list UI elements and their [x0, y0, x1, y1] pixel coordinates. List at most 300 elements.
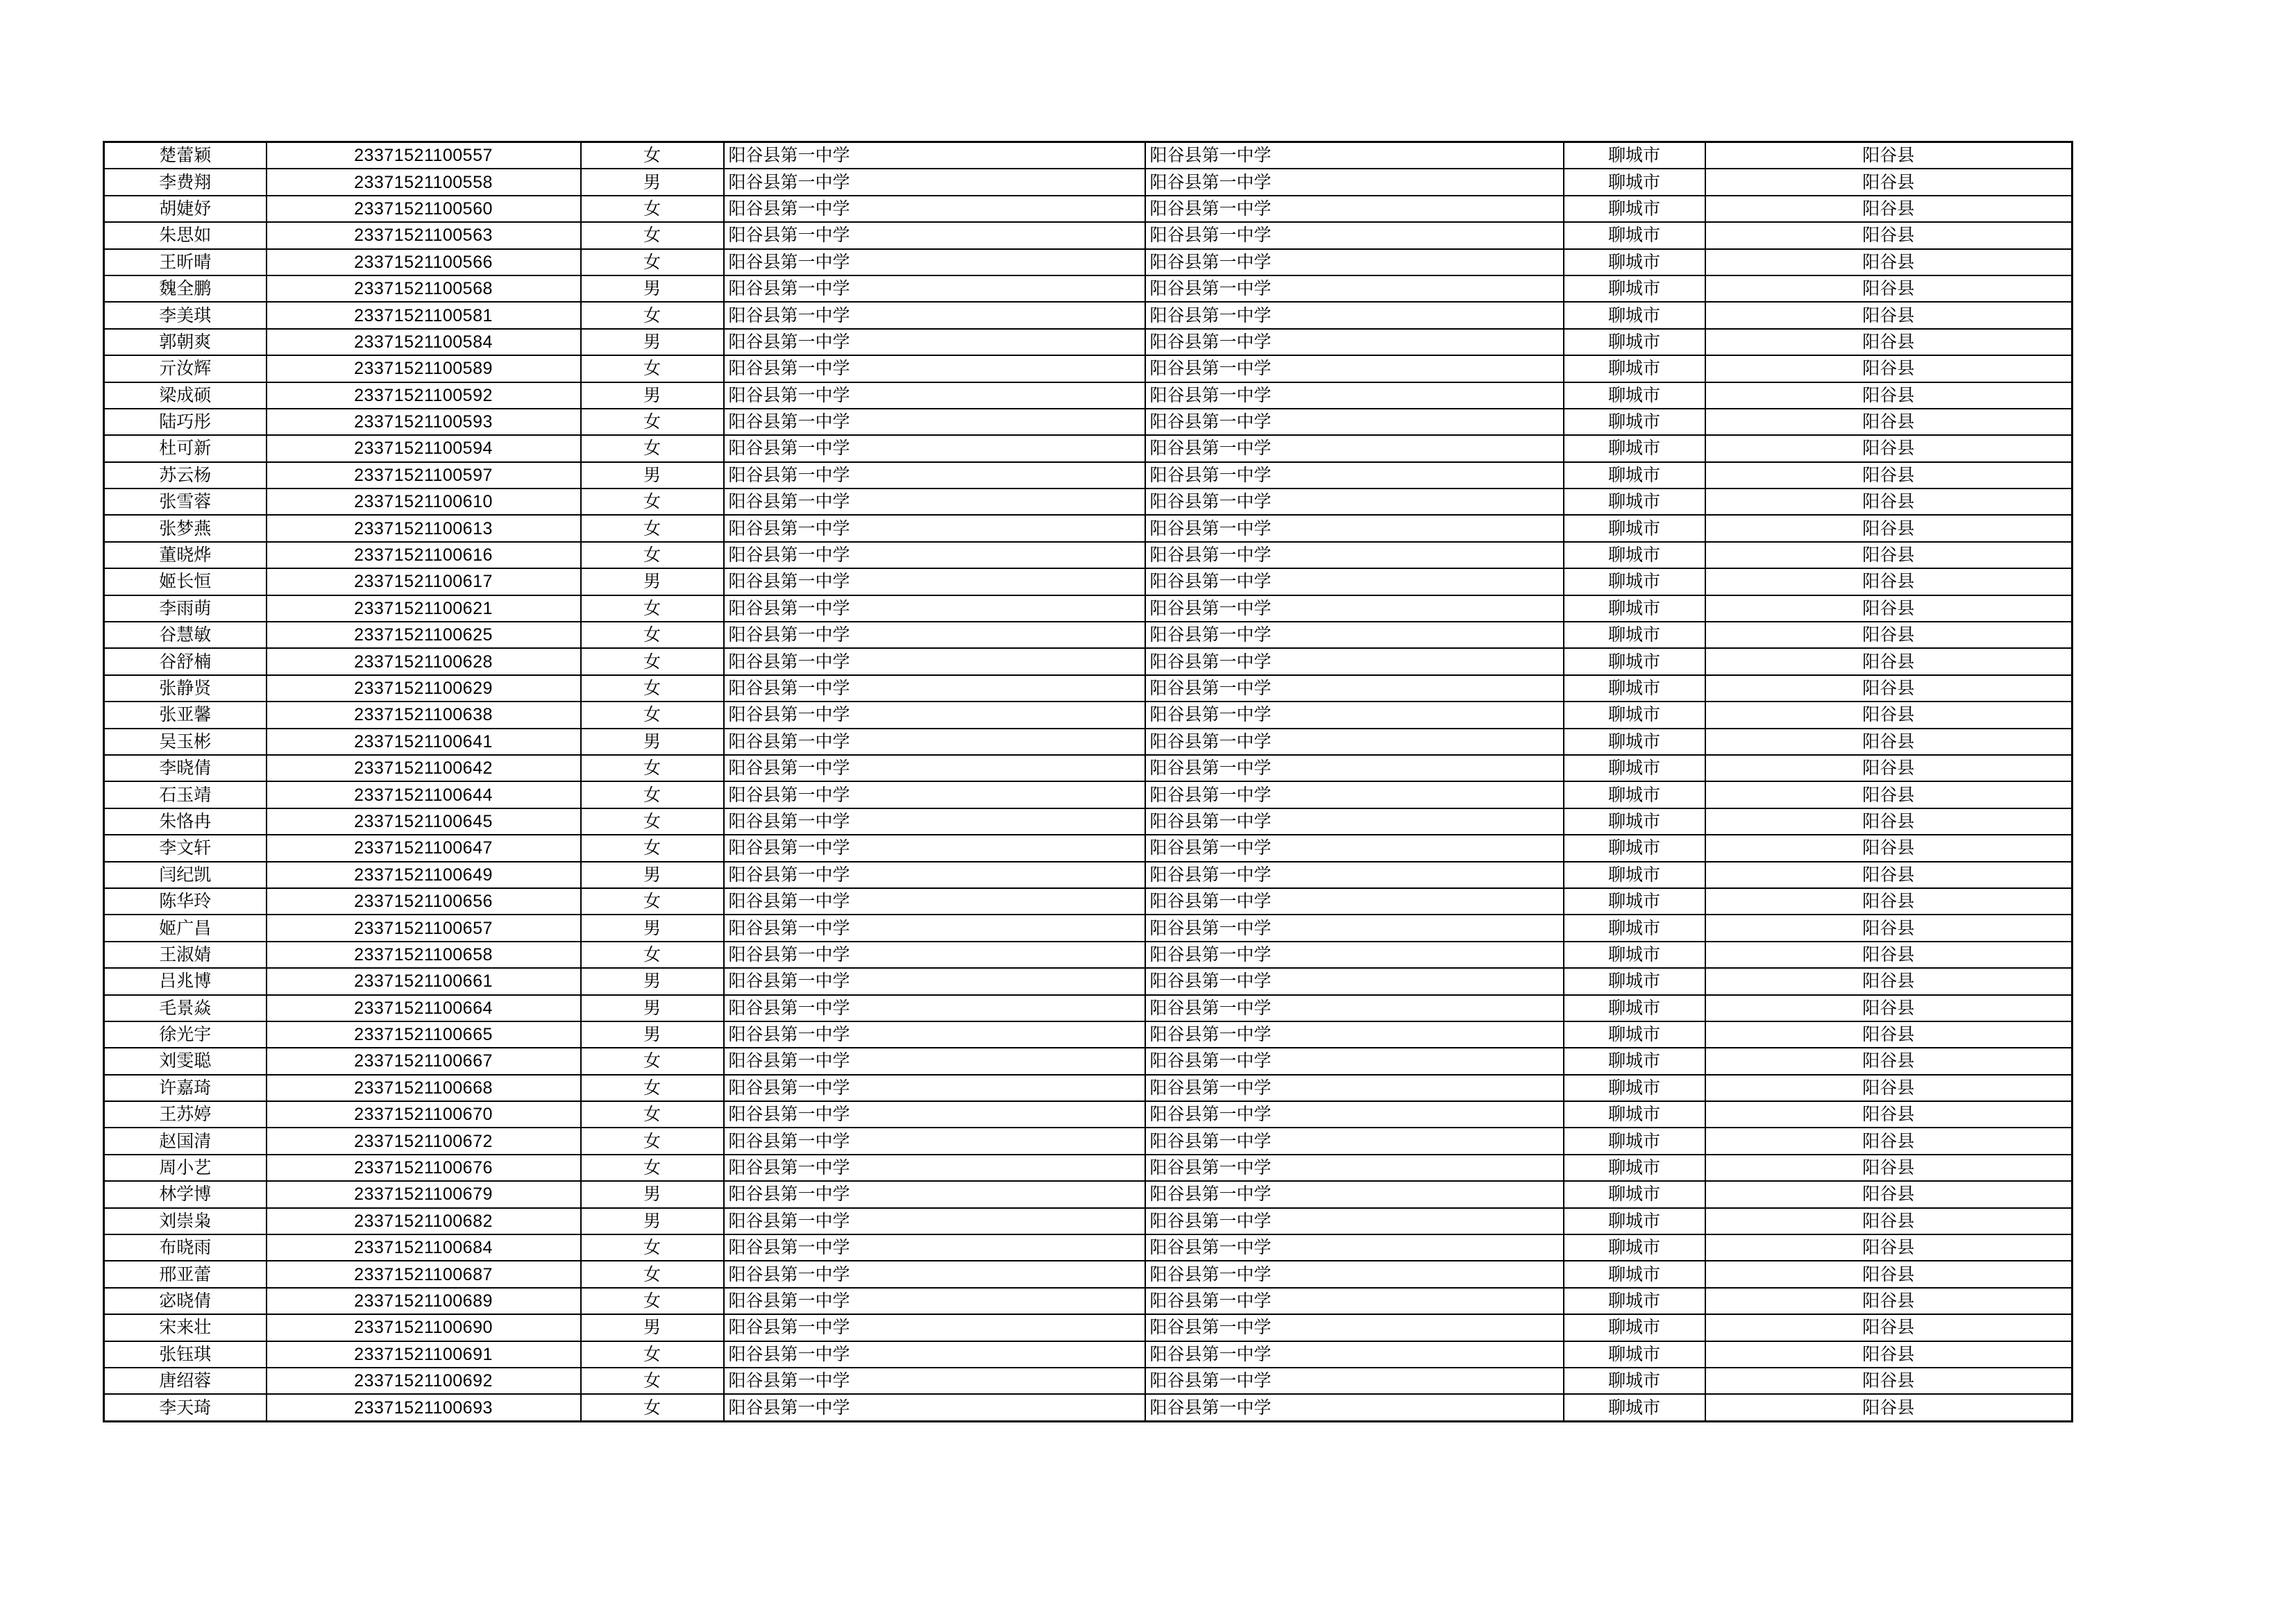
cell-name: 亓汝辉	[104, 355, 267, 382]
cell-gender: 女	[581, 1155, 724, 1181]
cell-county: 阳谷县	[1705, 1181, 2073, 1207]
cell-county: 阳谷县	[1705, 1048, 2073, 1074]
cell-school: 阳谷县第一中学	[724, 515, 1145, 541]
table-row	[104, 995, 2073, 1021]
cell-county: 阳谷县	[1705, 648, 2073, 674]
cell-city: 聊城市	[1564, 568, 1705, 595]
cell-exam-id: 23371521100693	[267, 1394, 581, 1421]
cell-city: 聊城市	[1564, 1314, 1705, 1341]
cell-school: 阳谷县第一中学	[724, 1181, 1145, 1207]
cell-school: 阳谷县第一中学	[724, 409, 1145, 435]
cell-county: 阳谷县	[1705, 835, 2073, 861]
cell-county: 阳谷县	[1705, 1128, 2073, 1154]
cell-school: 阳谷县第一中学	[724, 755, 1145, 781]
cell-name: 谷舒楠	[104, 648, 267, 674]
cell-school-2: 阳谷县第一中学	[1145, 542, 1564, 568]
cell-school: 阳谷县第一中学	[724, 942, 1145, 968]
cell-gender: 男	[581, 462, 724, 488]
cell-county: 阳谷县	[1705, 169, 2073, 195]
cell-gender: 女	[581, 888, 724, 915]
table-row	[104, 1181, 2073, 1207]
cell-name: 李文轩	[104, 835, 267, 861]
cell-city: 聊城市	[1564, 1048, 1705, 1074]
cell-gender: 女	[581, 355, 724, 382]
cell-school: 阳谷县第一中学	[724, 435, 1145, 461]
cell-name: 闫纪凯	[104, 862, 267, 888]
table-row	[104, 435, 2073, 461]
cell-county: 阳谷县	[1705, 595, 2073, 622]
cell-gender: 女	[581, 196, 724, 222]
cell-gender: 男	[581, 169, 724, 195]
cell-exam-id: 23371521100593	[267, 409, 581, 435]
cell-school-2: 阳谷县第一中学	[1145, 382, 1564, 409]
table-row	[104, 1101, 2073, 1128]
cell-name: 赵国清	[104, 1128, 267, 1154]
cell-name: 王苏婷	[104, 1101, 267, 1128]
cell-city: 聊城市	[1564, 835, 1705, 861]
cell-name: 李美琪	[104, 302, 267, 328]
cell-gender: 男	[581, 382, 724, 409]
cell-gender: 女	[581, 1075, 724, 1101]
table-row	[104, 781, 2073, 808]
cell-school-2: 阳谷县第一中学	[1145, 942, 1564, 968]
cell-school: 阳谷县第一中学	[724, 1394, 1145, 1421]
cell-school: 阳谷县第一中学	[724, 729, 1145, 755]
cell-county: 阳谷县	[1705, 329, 2073, 355]
cell-name: 张梦燕	[104, 515, 267, 541]
cell-school: 阳谷县第一中学	[724, 648, 1145, 674]
cell-gender: 女	[581, 542, 724, 568]
table-row	[104, 568, 2073, 595]
table-row	[104, 1155, 2073, 1181]
table-row	[104, 595, 2073, 622]
cell-city: 聊城市	[1564, 329, 1705, 355]
cell-exam-id: 23371521100638	[267, 702, 581, 728]
cell-school-2: 阳谷县第一中学	[1145, 169, 1564, 195]
table-row	[104, 1208, 2073, 1234]
cell-county: 阳谷县	[1705, 702, 2073, 728]
cell-exam-id: 23371521100617	[267, 568, 581, 595]
table-row	[104, 835, 2073, 861]
cell-city: 聊城市	[1564, 808, 1705, 835]
cell-gender: 男	[581, 1314, 724, 1341]
cell-gender: 男	[581, 1021, 724, 1048]
cell-school: 阳谷县第一中学	[724, 995, 1145, 1021]
cell-school: 阳谷县第一中学	[724, 1341, 1145, 1368]
cell-county: 阳谷县	[1705, 862, 2073, 888]
cell-gender: 女	[581, 755, 724, 781]
cell-school: 阳谷县第一中学	[724, 1261, 1145, 1287]
table-row	[104, 409, 2073, 435]
cell-county: 阳谷县	[1705, 275, 2073, 302]
cell-name: 张雪蓉	[104, 488, 267, 515]
table-row	[104, 1021, 2073, 1048]
cell-city: 聊城市	[1564, 1021, 1705, 1048]
cell-name: 吴玉彬	[104, 729, 267, 755]
cell-exam-id: 23371521100644	[267, 781, 581, 808]
cell-school: 阳谷县第一中学	[724, 355, 1145, 382]
cell-exam-id: 23371521100682	[267, 1208, 581, 1234]
table-row	[104, 462, 2073, 488]
cell-name: 胡婕妤	[104, 196, 267, 222]
cell-name: 王淑婧	[104, 942, 267, 968]
cell-name: 张静贤	[104, 675, 267, 702]
cell-gender: 女	[581, 1341, 724, 1368]
cell-school-2: 阳谷县第一中学	[1145, 648, 1564, 674]
cell-school-2: 阳谷县第一中学	[1145, 515, 1564, 541]
table-row	[104, 1075, 2073, 1101]
cell-exam-id: 23371521100621	[267, 595, 581, 622]
cell-county: 阳谷县	[1705, 1075, 2073, 1101]
cell-exam-id: 23371521100581	[267, 302, 581, 328]
cell-city: 聊城市	[1564, 222, 1705, 248]
cell-city: 聊城市	[1564, 275, 1705, 302]
cell-name: 姬广昌	[104, 915, 267, 941]
cell-county: 阳谷县	[1705, 249, 2073, 275]
cell-gender: 女	[581, 1288, 724, 1314]
cell-school-2: 阳谷县第一中学	[1145, 568, 1564, 595]
cell-city: 聊城市	[1564, 1075, 1705, 1101]
cell-exam-id: 23371521100676	[267, 1155, 581, 1181]
cell-county: 阳谷县	[1705, 355, 2073, 382]
cell-school: 阳谷县第一中学	[724, 1101, 1145, 1128]
cell-city: 聊城市	[1564, 462, 1705, 488]
cell-name: 郭朝爽	[104, 329, 267, 355]
cell-exam-id: 23371521100642	[267, 755, 581, 781]
cell-county: 阳谷县	[1705, 1021, 2073, 1048]
cell-exam-id: 23371521100568	[267, 275, 581, 302]
cell-school: 阳谷县第一中学	[724, 968, 1145, 994]
cell-county: 阳谷县	[1705, 488, 2073, 515]
cell-school: 阳谷县第一中学	[724, 1208, 1145, 1234]
cell-city: 聊城市	[1564, 196, 1705, 222]
cell-city: 聊城市	[1564, 382, 1705, 409]
cell-city: 聊城市	[1564, 488, 1705, 515]
table-row	[104, 382, 2073, 409]
cell-gender: 女	[581, 409, 724, 435]
cell-gender: 女	[581, 1261, 724, 1287]
cell-school-2: 阳谷县第一中学	[1145, 409, 1564, 435]
cell-school: 阳谷县第一中学	[724, 1234, 1145, 1261]
cell-name: 李费翔	[104, 169, 267, 195]
cell-exam-id: 23371521100692	[267, 1368, 581, 1394]
cell-city: 聊城市	[1564, 675, 1705, 702]
cell-name: 邢亚蕾	[104, 1261, 267, 1287]
cell-school-2: 阳谷县第一中学	[1145, 862, 1564, 888]
table-row	[104, 222, 2073, 248]
cell-gender: 女	[581, 835, 724, 861]
cell-school-2: 阳谷县第一中学	[1145, 888, 1564, 915]
cell-exam-id: 23371521100641	[267, 729, 581, 755]
cell-school-2: 阳谷县第一中学	[1145, 808, 1564, 835]
cell-county: 阳谷县	[1705, 968, 2073, 994]
cell-gender: 女	[581, 702, 724, 728]
cell-city: 聊城市	[1564, 729, 1705, 755]
cell-exam-id: 23371521100684	[267, 1234, 581, 1261]
cell-school-2: 阳谷县第一中学	[1145, 1234, 1564, 1261]
cell-county: 阳谷县	[1705, 915, 2073, 941]
table-row	[104, 329, 2073, 355]
cell-county: 阳谷县	[1705, 568, 2073, 595]
cell-exam-id: 23371521100647	[267, 835, 581, 861]
cell-county: 阳谷县	[1705, 196, 2073, 222]
cell-city: 聊城市	[1564, 409, 1705, 435]
cell-gender: 女	[581, 222, 724, 248]
cell-name: 吕兆博	[104, 968, 267, 994]
cell-name: 张钰琪	[104, 1341, 267, 1368]
cell-exam-id: 23371521100557	[267, 142, 581, 169]
cell-school-2: 阳谷县第一中学	[1145, 968, 1564, 994]
cell-school-2: 阳谷县第一中学	[1145, 835, 1564, 861]
cell-city: 聊城市	[1564, 915, 1705, 941]
cell-school-2: 阳谷县第一中学	[1145, 595, 1564, 622]
cell-school-2: 阳谷县第一中学	[1145, 702, 1564, 728]
table-row	[104, 1314, 2073, 1341]
table-row	[104, 862, 2073, 888]
cell-name: 徐光宇	[104, 1021, 267, 1048]
cell-school: 阳谷县第一中学	[724, 595, 1145, 622]
cell-school-2: 阳谷县第一中学	[1145, 1314, 1564, 1341]
cell-school: 阳谷县第一中学	[724, 275, 1145, 302]
cell-county: 阳谷县	[1705, 942, 2073, 968]
cell-city: 聊城市	[1564, 862, 1705, 888]
cell-gender: 女	[581, 1101, 724, 1128]
cell-school: 阳谷县第一中学	[724, 1048, 1145, 1074]
table-row	[104, 542, 2073, 568]
cell-gender: 男	[581, 1181, 724, 1207]
cell-name: 杜可新	[104, 435, 267, 461]
table-body	[104, 142, 2073, 1422]
cell-exam-id: 23371521100558	[267, 169, 581, 195]
table-row	[104, 1128, 2073, 1154]
cell-school-2: 阳谷县第一中学	[1145, 1288, 1564, 1314]
cell-city: 聊城市	[1564, 1208, 1705, 1234]
cell-gender: 男	[581, 329, 724, 355]
cell-city: 聊城市	[1564, 995, 1705, 1021]
cell-name: 苏云杨	[104, 462, 267, 488]
cell-county: 阳谷县	[1705, 995, 2073, 1021]
cell-city: 聊城市	[1564, 968, 1705, 994]
cell-county: 阳谷县	[1705, 462, 2073, 488]
cell-name: 梁成硕	[104, 382, 267, 409]
cell-school-2: 阳谷县第一中学	[1145, 622, 1564, 648]
table-row	[104, 648, 2073, 674]
cell-school-2: 阳谷县第一中学	[1145, 1101, 1564, 1128]
cell-school-2: 阳谷县第一中学	[1145, 1075, 1564, 1101]
cell-exam-id: 23371521100668	[267, 1075, 581, 1101]
cell-school: 阳谷县第一中学	[724, 169, 1145, 195]
cell-name: 张亚馨	[104, 702, 267, 728]
cell-exam-id: 23371521100584	[267, 329, 581, 355]
cell-exam-id: 23371521100672	[267, 1128, 581, 1154]
cell-gender: 女	[581, 622, 724, 648]
cell-county: 阳谷县	[1705, 515, 2073, 541]
cell-gender: 女	[581, 781, 724, 808]
cell-school: 阳谷县第一中学	[724, 568, 1145, 595]
table-row	[104, 755, 2073, 781]
cell-school: 阳谷县第一中学	[724, 888, 1145, 915]
cell-gender: 男	[581, 275, 724, 302]
cell-school: 阳谷县第一中学	[724, 222, 1145, 248]
cell-county: 阳谷县	[1705, 409, 2073, 435]
cell-county: 阳谷县	[1705, 222, 2073, 248]
cell-name: 石玉靖	[104, 781, 267, 808]
cell-school: 阳谷县第一中学	[724, 622, 1145, 648]
cell-gender: 女	[581, 249, 724, 275]
cell-exam-id: 23371521100664	[267, 995, 581, 1021]
table-row	[104, 942, 2073, 968]
cell-school: 阳谷县第一中学	[724, 1075, 1145, 1101]
cell-county: 阳谷县	[1705, 302, 2073, 328]
cell-exam-id: 23371521100690	[267, 1314, 581, 1341]
cell-school: 阳谷县第一中学	[724, 542, 1145, 568]
cell-name: 宋来壮	[104, 1314, 267, 1341]
cell-name: 陆巧彤	[104, 409, 267, 435]
cell-school-2: 阳谷县第一中学	[1145, 355, 1564, 382]
table-row	[104, 1048, 2073, 1074]
cell-name: 董晓烨	[104, 542, 267, 568]
cell-school-2: 阳谷县第一中学	[1145, 755, 1564, 781]
table-row	[104, 808, 2073, 835]
cell-gender: 女	[581, 1394, 724, 1421]
cell-city: 聊城市	[1564, 942, 1705, 968]
cell-school-2: 阳谷县第一中学	[1145, 675, 1564, 702]
cell-gender: 女	[581, 488, 724, 515]
cell-name: 魏全鹏	[104, 275, 267, 302]
cell-name: 林学博	[104, 1181, 267, 1207]
cell-exam-id: 23371521100592	[267, 382, 581, 409]
table-row	[104, 1261, 2073, 1287]
cell-city: 聊城市	[1564, 755, 1705, 781]
cell-name: 谷慧敏	[104, 622, 267, 648]
cell-city: 聊城市	[1564, 435, 1705, 461]
cell-name: 李天琦	[104, 1394, 267, 1421]
cell-county: 阳谷县	[1705, 1208, 2073, 1234]
cell-school-2: 阳谷县第一中学	[1145, 1208, 1564, 1234]
cell-name: 朱恪冉	[104, 808, 267, 835]
table-row	[104, 275, 2073, 302]
cell-city: 聊城市	[1564, 515, 1705, 541]
cell-name: 姬长恒	[104, 568, 267, 595]
cell-exam-id: 23371521100658	[267, 942, 581, 968]
cell-gender: 女	[581, 1368, 724, 1394]
cell-school-2: 阳谷县第一中学	[1145, 1048, 1564, 1074]
cell-school-2: 阳谷县第一中学	[1145, 1128, 1564, 1154]
student-table	[103, 141, 2073, 1422]
table-row	[104, 142, 2073, 169]
cell-city: 聊城市	[1564, 302, 1705, 328]
cell-school-2: 阳谷县第一中学	[1145, 781, 1564, 808]
table-row	[104, 515, 2073, 541]
cell-gender: 女	[581, 648, 724, 674]
cell-city: 聊城市	[1564, 249, 1705, 275]
cell-school: 阳谷县第一中学	[724, 1314, 1145, 1341]
cell-gender: 女	[581, 675, 724, 702]
cell-school-2: 阳谷县第一中学	[1145, 1155, 1564, 1181]
cell-school: 阳谷县第一中学	[724, 488, 1145, 515]
cell-name: 周小艺	[104, 1155, 267, 1181]
table-row	[104, 196, 2073, 222]
cell-name: 布晓雨	[104, 1234, 267, 1261]
cell-exam-id: 23371521100656	[267, 888, 581, 915]
cell-school: 阳谷县第一中学	[724, 808, 1145, 835]
cell-county: 阳谷县	[1705, 781, 2073, 808]
cell-gender: 男	[581, 729, 724, 755]
cell-school: 阳谷县第一中学	[724, 329, 1145, 355]
cell-school: 阳谷县第一中学	[724, 1155, 1145, 1181]
table-row	[104, 1234, 2073, 1261]
cell-city: 聊城市	[1564, 595, 1705, 622]
cell-county: 阳谷县	[1705, 1155, 2073, 1181]
cell-name: 陈华玲	[104, 888, 267, 915]
cell-county: 阳谷县	[1705, 542, 2073, 568]
cell-city: 聊城市	[1564, 1101, 1705, 1128]
cell-city: 聊城市	[1564, 1368, 1705, 1394]
cell-city: 聊城市	[1564, 1155, 1705, 1181]
cell-name: 朱思如	[104, 222, 267, 248]
cell-county: 阳谷县	[1705, 1234, 2073, 1261]
cell-city: 聊城市	[1564, 1341, 1705, 1368]
cell-gender: 男	[581, 968, 724, 994]
cell-city: 聊城市	[1564, 1288, 1705, 1314]
cell-gender: 男	[581, 1208, 724, 1234]
cell-school-2: 阳谷县第一中学	[1145, 1261, 1564, 1287]
cell-city: 聊城市	[1564, 355, 1705, 382]
cell-county: 阳谷县	[1705, 888, 2073, 915]
table-row	[104, 169, 2073, 195]
cell-gender: 女	[581, 1048, 724, 1074]
cell-school: 阳谷县第一中学	[724, 1021, 1145, 1048]
cell-city: 聊城市	[1564, 888, 1705, 915]
cell-school-2: 阳谷县第一中学	[1145, 275, 1564, 302]
cell-county: 阳谷县	[1705, 675, 2073, 702]
cell-exam-id: 23371521100594	[267, 435, 581, 461]
cell-county: 阳谷县	[1705, 1341, 2073, 1368]
cell-county: 阳谷县	[1705, 808, 2073, 835]
cell-exam-id: 23371521100563	[267, 222, 581, 248]
cell-name: 王昕晴	[104, 249, 267, 275]
cell-county: 阳谷县	[1705, 622, 2073, 648]
cell-exam-id: 23371521100597	[267, 462, 581, 488]
cell-school: 阳谷县第一中学	[724, 702, 1145, 728]
cell-city: 聊城市	[1564, 1394, 1705, 1421]
table-row	[104, 488, 2073, 515]
cell-county: 阳谷县	[1705, 1261, 2073, 1287]
cell-school-2: 阳谷县第一中学	[1145, 142, 1564, 169]
cell-city: 聊城市	[1564, 1181, 1705, 1207]
cell-school-2: 阳谷县第一中学	[1145, 249, 1564, 275]
cell-gender: 女	[581, 1234, 724, 1261]
table-row	[104, 249, 2073, 275]
cell-county: 阳谷县	[1705, 435, 2073, 461]
cell-exam-id: 23371521100566	[267, 249, 581, 275]
cell-school-2: 阳谷县第一中学	[1145, 1341, 1564, 1368]
cell-exam-id: 23371521100589	[267, 355, 581, 382]
cell-gender: 男	[581, 862, 724, 888]
table-row	[104, 915, 2073, 941]
cell-name: 许嘉琦	[104, 1075, 267, 1101]
cell-exam-id: 23371521100691	[267, 1341, 581, 1368]
table-row	[104, 702, 2073, 728]
cell-exam-id: 23371521100610	[267, 488, 581, 515]
cell-exam-id: 23371521100667	[267, 1048, 581, 1074]
cell-exam-id: 23371521100670	[267, 1101, 581, 1128]
cell-school-2: 阳谷县第一中学	[1145, 1394, 1564, 1421]
cell-city: 聊城市	[1564, 169, 1705, 195]
cell-name: 毛景焱	[104, 995, 267, 1021]
cell-county: 阳谷县	[1705, 1314, 2073, 1341]
table-row	[104, 302, 2073, 328]
